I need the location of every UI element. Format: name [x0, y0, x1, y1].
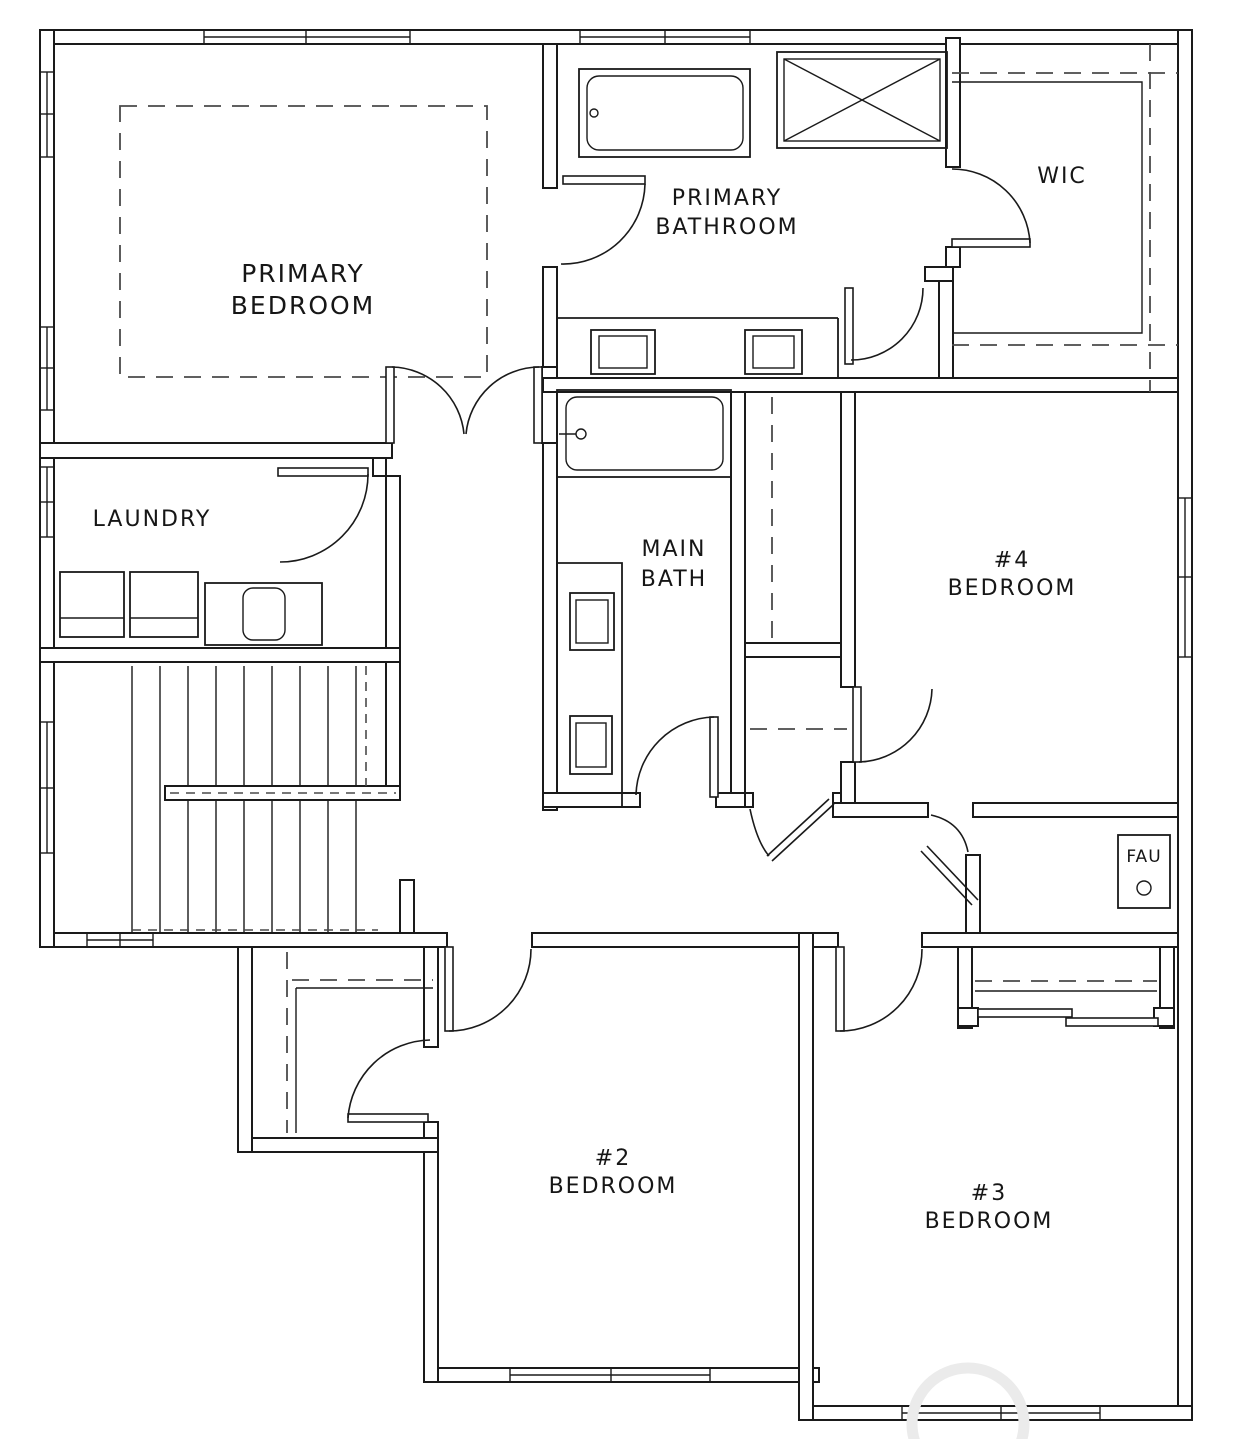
door-icon: [636, 717, 718, 797]
door-icon: [853, 687, 932, 762]
door-icon: [952, 169, 1030, 247]
room-label: #2: [594, 1146, 632, 1171]
room-label: BEDROOM: [548, 1174, 678, 1199]
room-label: BEDROOM: [947, 576, 1077, 601]
shower-icon: [777, 52, 947, 148]
room-label: #3: [970, 1181, 1008, 1206]
tray-ceiling-outline: [120, 106, 487, 377]
room-wic: [1037, 164, 1087, 189]
door-icon: [348, 1040, 430, 1122]
room-label: BEDROOM: [230, 291, 376, 320]
room-main-bath: [641, 537, 707, 592]
door-icon: [445, 947, 531, 1031]
double-door-icon: [386, 367, 542, 443]
room-label: BATH: [640, 567, 708, 592]
fau-unit-icon: [1118, 835, 1170, 908]
washer-icon: [60, 572, 124, 637]
door-icon: [845, 288, 923, 364]
room-bedroom-2: [549, 1146, 678, 1199]
fixtures: [60, 52, 1170, 1026]
double-vanity-icon: [557, 318, 838, 378]
room-label: LAUNDRY: [92, 507, 212, 532]
room-primary-bathroom: [655, 186, 798, 240]
room-label: WIC: [1037, 164, 1087, 189]
staircase: [132, 666, 400, 933]
door-icon: [561, 176, 645, 264]
room-bedroom-4: [948, 548, 1077, 601]
door-icon: [278, 468, 368, 562]
bypass-doors-icon: [978, 1009, 1158, 1026]
room-label: PRIMARY: [241, 259, 365, 288]
bathtub-icon: [557, 390, 731, 477]
angled-door-icon: [750, 799, 834, 861]
bathtub-icon: [579, 69, 750, 157]
room-labels: [93, 164, 1162, 1234]
laundry-sink-icon: [205, 583, 322, 645]
dryer-icon: [130, 572, 198, 637]
equipment-fau: [1126, 847, 1161, 867]
vanity-icon: [557, 563, 622, 807]
room-label: PRIMARY: [671, 186, 783, 211]
room-bedroom-3: [925, 1181, 1054, 1234]
room-laundry: [93, 507, 212, 532]
door-icon: [836, 947, 922, 1031]
fau-label: FAU: [1126, 847, 1162, 867]
room-label: MAIN: [641, 537, 707, 562]
watermark-circle: [912, 1368, 1024, 1439]
room-primary-bedroom: [231, 259, 376, 320]
room-label: #4: [993, 548, 1031, 573]
room-label: BEDROOM: [924, 1209, 1054, 1234]
room-label: BATHROOM: [655, 215, 799, 240]
